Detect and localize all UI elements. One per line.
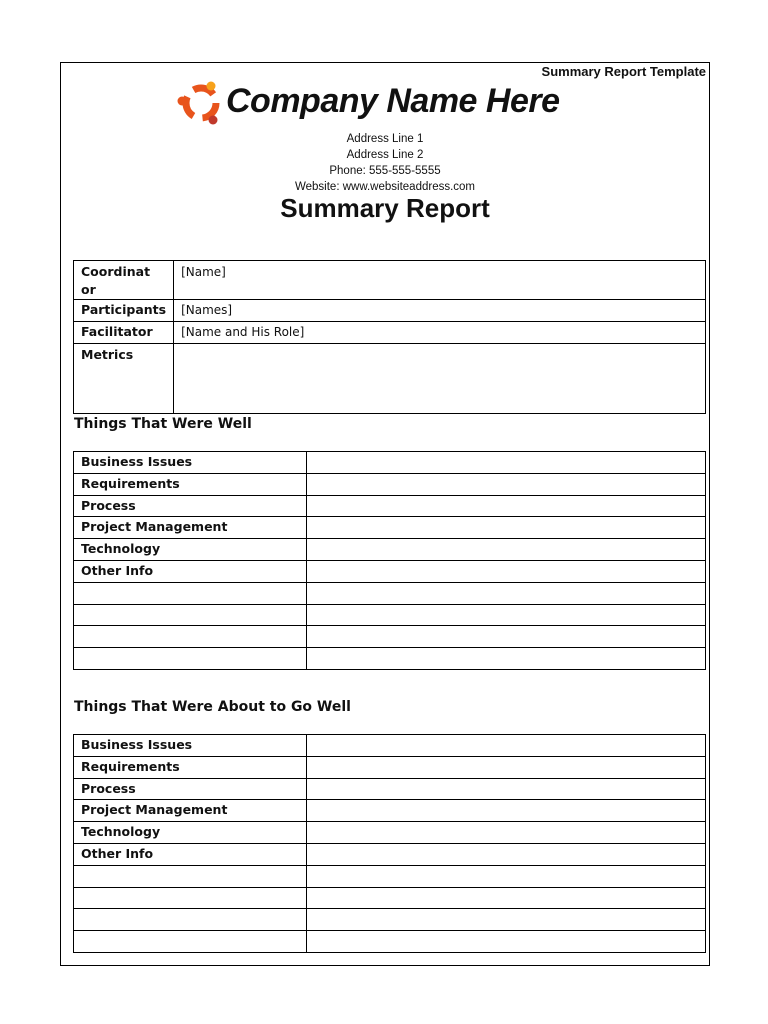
row-label: Process bbox=[74, 495, 307, 517]
row-value-cell[interactable] bbox=[307, 560, 706, 582]
info-table bbox=[73, 260, 706, 414]
row-value-cell[interactable] bbox=[307, 648, 706, 670]
row-value-cell[interactable] bbox=[307, 778, 706, 800]
table-row bbox=[74, 822, 706, 844]
address-block bbox=[60, 131, 710, 195]
row-label bbox=[74, 648, 307, 670]
row-value-cell[interactable] bbox=[307, 582, 706, 604]
row-value-cell[interactable] bbox=[307, 843, 706, 865]
row-value-cell[interactable] bbox=[307, 517, 706, 539]
company-name: Company Name Here bbox=[226, 82, 560, 120]
address-line-2: Address Line 2 bbox=[346, 149, 424, 161]
participants-label: Participants bbox=[74, 300, 174, 322]
row-label bbox=[74, 582, 307, 604]
row-value-cell[interactable] bbox=[307, 800, 706, 822]
row-value-cell[interactable] bbox=[307, 495, 706, 517]
facilitator-value[interactable]: [Name and His Role] bbox=[174, 322, 706, 344]
table-row bbox=[74, 560, 706, 582]
row-value-cell[interactable] bbox=[307, 865, 706, 887]
section-heading: Things That Were About to Go Well bbox=[74, 699, 351, 715]
table-row bbox=[74, 626, 706, 648]
coordinator-label: Coordinator bbox=[81, 264, 151, 297]
participants-value[interactable]: [Names] bbox=[174, 300, 706, 322]
row-label: Process bbox=[74, 778, 307, 800]
table-row bbox=[74, 539, 706, 561]
table-row bbox=[74, 517, 706, 539]
row-value-cell[interactable] bbox=[307, 626, 706, 648]
row-label bbox=[74, 604, 307, 626]
table-row bbox=[74, 300, 706, 322]
table-row bbox=[74, 887, 706, 909]
row-label: Project Management bbox=[74, 517, 307, 539]
phone-line: Phone: 555-555-5555 bbox=[329, 165, 441, 177]
coordinator-value[interactable]: [Name] bbox=[174, 261, 706, 300]
table-row bbox=[74, 344, 706, 414]
table-row bbox=[74, 909, 706, 931]
facilitator-label: Facilitator bbox=[74, 322, 174, 344]
website-line: Website: www.websiteaddress.com bbox=[294, 181, 476, 193]
row-label bbox=[74, 626, 307, 648]
row-value-cell[interactable] bbox=[307, 822, 706, 844]
table-row bbox=[74, 843, 706, 865]
row-label bbox=[74, 909, 307, 931]
table-row bbox=[74, 452, 706, 474]
row-value-cell[interactable] bbox=[307, 539, 706, 561]
section-heading: Things That Were Well bbox=[74, 416, 252, 432]
row-label: Other Info bbox=[74, 560, 307, 582]
table-row bbox=[74, 582, 706, 604]
table-row bbox=[74, 604, 706, 626]
table-row bbox=[74, 261, 706, 300]
row-label: Business Issues bbox=[74, 735, 307, 757]
row-value-cell[interactable] bbox=[307, 909, 706, 931]
info-label bbox=[74, 261, 174, 300]
row-label bbox=[74, 887, 307, 909]
table-row bbox=[74, 778, 706, 800]
metrics-label: Metrics bbox=[74, 344, 174, 414]
table-row bbox=[74, 473, 706, 495]
row-label: Other Info bbox=[74, 843, 307, 865]
table-row bbox=[74, 931, 706, 953]
table-row bbox=[74, 800, 706, 822]
row-value-cell[interactable] bbox=[307, 604, 706, 626]
row-value-cell[interactable] bbox=[307, 452, 706, 474]
table-row bbox=[74, 756, 706, 778]
metrics-value[interactable] bbox=[174, 344, 706, 414]
template-label: Summary Report Template bbox=[541, 64, 706, 79]
table-row bbox=[74, 495, 706, 517]
row-value-cell[interactable] bbox=[307, 887, 706, 909]
table-row bbox=[74, 648, 706, 670]
row-label: Requirements bbox=[74, 473, 307, 495]
table-row bbox=[74, 322, 706, 344]
row-label: Technology bbox=[74, 822, 307, 844]
section-table bbox=[73, 451, 706, 670]
row-label: Requirements bbox=[74, 756, 307, 778]
row-label: Technology bbox=[74, 539, 307, 561]
row-value-cell[interactable] bbox=[307, 473, 706, 495]
row-label: Business Issues bbox=[74, 452, 307, 474]
table-row bbox=[74, 735, 706, 757]
report-title: Summary Report bbox=[280, 193, 490, 223]
company-logo-icon bbox=[175, 78, 225, 128]
row-label bbox=[74, 931, 307, 953]
row-value-cell[interactable] bbox=[307, 735, 706, 757]
row-value-cell[interactable] bbox=[307, 931, 706, 953]
address-line-1: Address Line 1 bbox=[346, 133, 424, 145]
row-label: Project Management bbox=[74, 800, 307, 822]
row-value-cell[interactable] bbox=[307, 756, 706, 778]
section-table bbox=[73, 734, 706, 953]
row-label bbox=[74, 865, 307, 887]
table-row bbox=[74, 865, 706, 887]
